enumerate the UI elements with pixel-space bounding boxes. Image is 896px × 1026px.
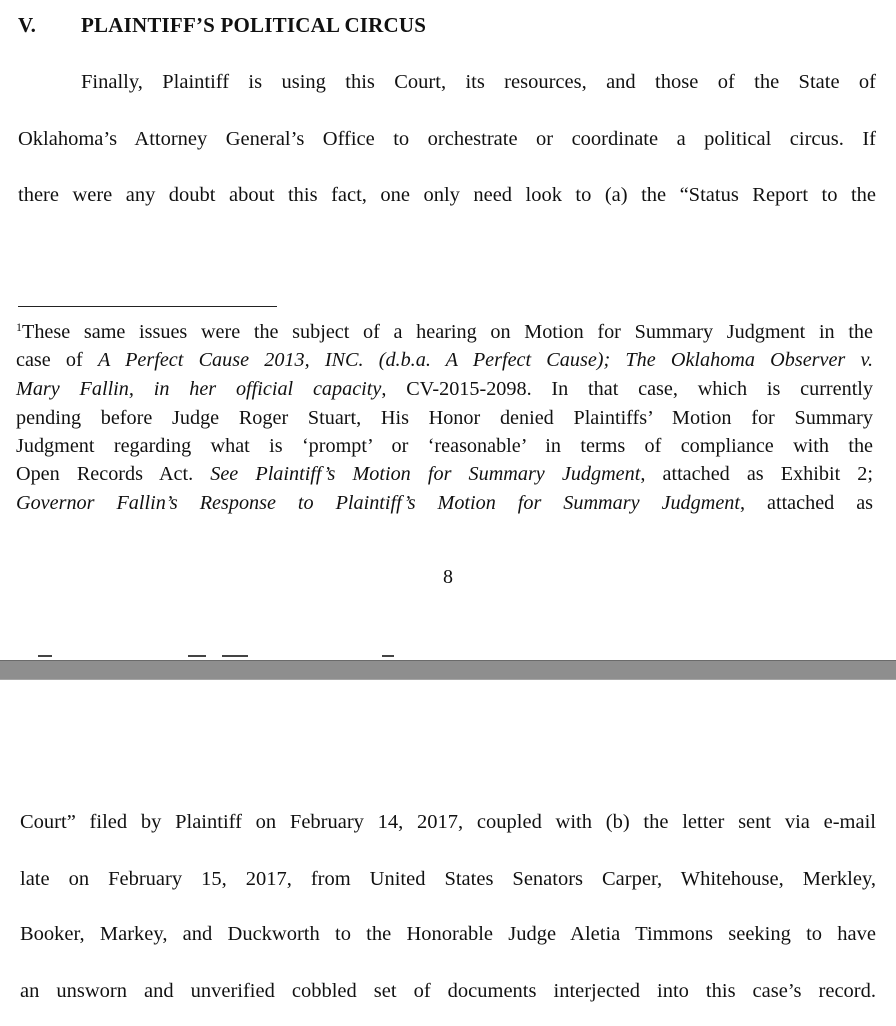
scan-artifacts bbox=[0, 655, 896, 658]
footnote-line-6: Open Records Act. See Plaintiff’s Motion for Summary Judgment, attached as Exhibit 2; bbox=[16, 463, 873, 485]
footnote-line-5: Judgment regarding what is ‘prompt’ or ‘reasonable’ in terms of compliance with the bbox=[16, 435, 873, 457]
footnote-line-3: Mary Fallin, in her official capacity, CV-2015-2098. In that case, which is currently bbox=[16, 378, 873, 400]
continuation-line-3: Booker, Markey, and Duckworth to the Honorable Judge Aletia Timmons seeking to have bbox=[20, 923, 876, 945]
footnote-marker: 1 bbox=[16, 320, 22, 334]
continuation-line-4: an unsworn and unverified cobbled set of documents interjected into this case’s record. bbox=[20, 980, 876, 1002]
continuation-line-1: Court” filed by Plaintiff on February 14, 2017, coupled with (b) the letter sent via e-mail bbox=[20, 811, 876, 833]
body-line-2: Oklahoma’s Attorney General’s Office to orchestrate or coordinate a political circus. If bbox=[18, 128, 876, 150]
section-heading bbox=[18, 13, 426, 38]
document-page-9 bbox=[0, 678, 896, 1026]
page-break-divider bbox=[0, 660, 896, 680]
footnote-line-4: pending before Judge Roger Stuart, His Honor denied Plaintiffs’ Motion for Summary bbox=[16, 407, 873, 429]
footnote-line-1: $^1$These same issues were the subject of a hearing on Motion for Summary Judgment in the bbox=[16, 320, 873, 343]
footnote-line-2: case of A Perfect Cause 2013, INC. (d.b.a. A Perfect Cause); The Oklahoma Observer v. bbox=[16, 349, 873, 371]
body-line-3: there were any doubt about this fact, one only need look to (a) the “Status Report to the bbox=[18, 184, 876, 206]
body-line-1: Finally, Plaintiff is using this Court, its resources, and those of the State of bbox=[81, 71, 876, 93]
section-number: V. bbox=[18, 13, 37, 37]
continuation-line-2: late on February 15, 2017, from United States Senators Carper, Whitehouse, Merkley, bbox=[20, 868, 876, 890]
page-number: 8 bbox=[443, 566, 453, 588]
footnote-separator bbox=[18, 306, 277, 307]
section-title: PLAINTIFF’S POLITICAL CIRCUS bbox=[81, 13, 427, 37]
footnote-line-7: Governor Fallin’s Response to Plaintiff’s Motion for Summary Judgment, attached as bbox=[16, 492, 874, 514]
